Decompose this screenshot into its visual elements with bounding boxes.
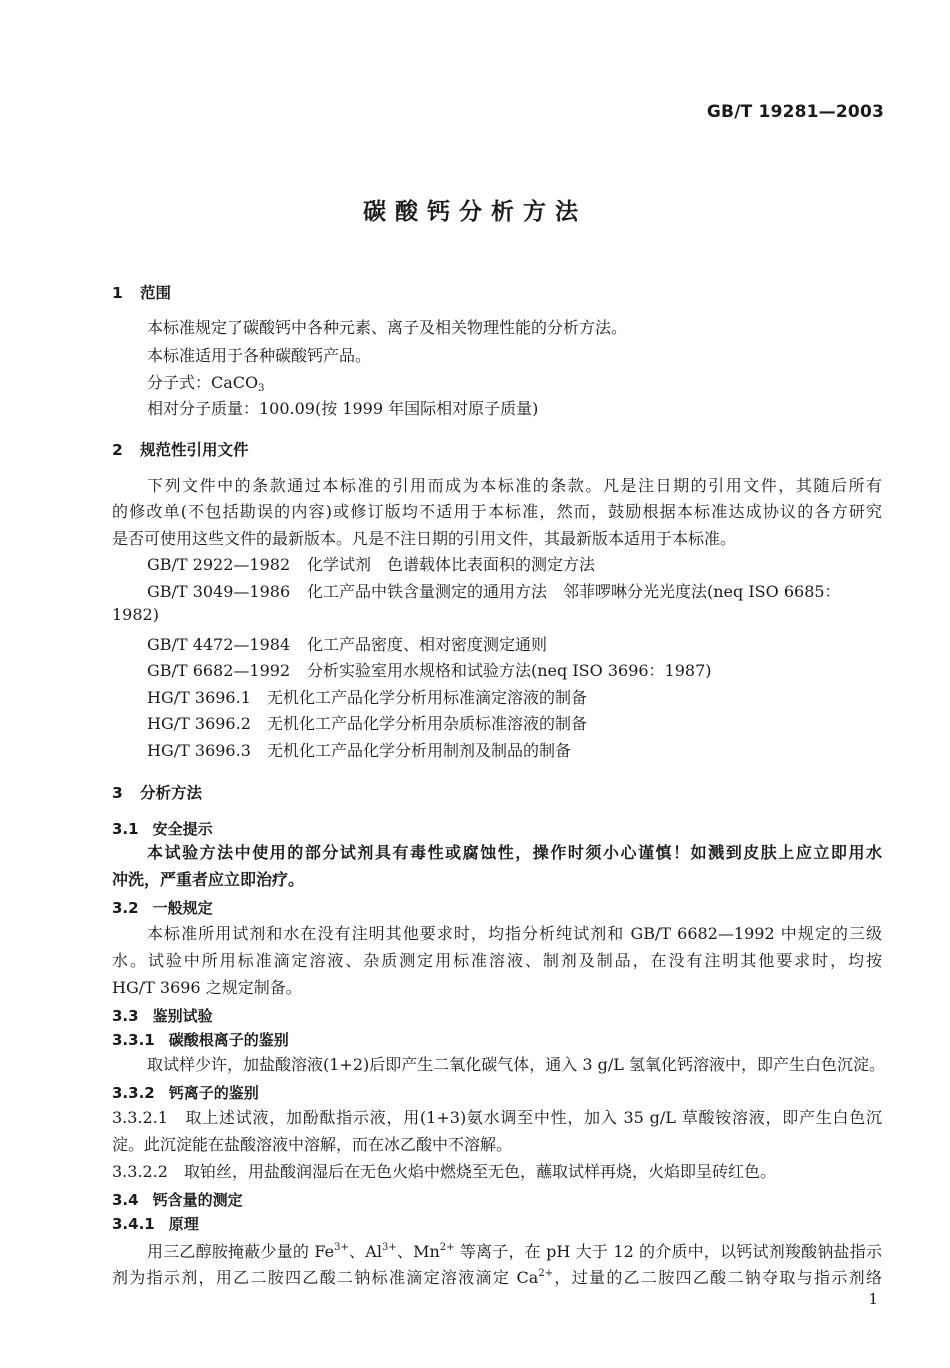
paragraph-line: 是否可使用这些文件的最新版本。凡是不注日期的引用文件，其最新版本适用于本标准。 bbox=[112, 529, 737, 548]
safety-warning-line: 本试验方法中使用的部分试剂具有毒性或腐蚀性，操作时须小心谨慎！如溅到皮肤上应立即用水 bbox=[147, 843, 882, 862]
section-3-heading bbox=[112, 781, 202, 803]
formula-subscript: 3 bbox=[258, 383, 265, 394]
reference-title: 分析实验室用水规格和试验方法(neq ISO 3696：1987) bbox=[307, 661, 712, 680]
subsection-heading: 3.4 钙含量的测定 bbox=[112, 1191, 243, 1209]
reference-title: 化工产品中铁含量测定的通用方法 邻菲啰啉分光光度法(neq ISO 6685： bbox=[307, 582, 841, 601]
section-2-heading bbox=[112, 438, 249, 460]
paragraph-line: 本标准所用试剂和水在没有注明其他要求时，均指分析纯试剂和 GB/T 6682—1992 中规定的三级 bbox=[147, 924, 882, 943]
section-1-heading bbox=[112, 281, 171, 303]
reference-title: 化工产品密度、相对密度测定通则 bbox=[307, 635, 548, 654]
reference-code: GB/T 3049—1986 bbox=[147, 582, 291, 601]
paragraph-line: 用三乙醇胺掩蔽少量的 $Fe^{3+}$、$Al^{3+}$、$Mn^{2+}$ 等离子，在 pH 大于 12 的介质中，以钙试剂羧酸钠盐指示 bbox=[147, 1242, 882, 1261]
paragraph-line: 本标准适用于各种碳酸钙产品。 bbox=[147, 346, 372, 365]
reference-item bbox=[147, 658, 712, 681]
reference-title: 无机化工产品化学分析用标准滴定溶液的制备 bbox=[267, 688, 588, 707]
reference-item bbox=[147, 685, 587, 708]
paragraph-line: 淀。此沉淀能在盐酸溶液中溶解，而在冰乙酸中不溶解。 bbox=[112, 1135, 513, 1154]
paragraph-line: 3.3.2.2 取铂丝，用盐酸润湿后在无色火焰中燃烧至无色，蘸取试样再烧，火焰即呈砖红色。 bbox=[112, 1162, 777, 1181]
section-number: 1 bbox=[112, 284, 123, 302]
reference-code: HG/T 3696.1 bbox=[147, 688, 251, 707]
section-title: 规范性引用文件 bbox=[140, 441, 249, 459]
reference-item bbox=[147, 632, 547, 655]
clause-number: 3.3.2.2 bbox=[112, 1162, 168, 1181]
formula-text: 分子式：CaCO bbox=[147, 373, 259, 392]
paragraph-line: 3.3.2.1 取上述试液，加酚酞指示液，用(1+3)氨水调至中性，加入 35 g/L 草酸铵溶液，即产生白色沉 bbox=[112, 1108, 882, 1127]
standard-number: GB/T 19281—2003 bbox=[706, 102, 884, 122]
subsection-heading: 3.3.2 钙离子的鉴别 bbox=[112, 1084, 259, 1102]
section-number: 3 bbox=[112, 784, 123, 802]
paragraph-line: 本标准规定了碳酸钙中各种元素、离子及相关物理性能的分析方法。 bbox=[147, 318, 628, 337]
paragraph-line: HG/T 3696 之规定制备。 bbox=[112, 978, 302, 997]
clause-number: 3.3.2.1 bbox=[112, 1108, 168, 1127]
molecular-mass: 相对分子质量：100.09(按 1999 年国际相对原子质量) bbox=[147, 399, 539, 418]
reference-item bbox=[147, 711, 587, 734]
reference-code: GB/T 6682—1992 bbox=[147, 661, 291, 680]
document-title: 碳酸钙分析方法 bbox=[363, 199, 587, 225]
subsection-heading: 3.1 安全提示 bbox=[112, 820, 213, 838]
safety-warning-line: 冲洗，严重者应立即治疗。 bbox=[112, 870, 305, 889]
reference-item bbox=[147, 738, 571, 761]
reference-item bbox=[147, 579, 841, 602]
reference-code: GB/T 2922—1982 bbox=[147, 555, 291, 574]
paragraph-line: 下列文件中的条款通过本标准的引用而成为本标准的条款。凡是注日期的引用文件，其随后所有 bbox=[147, 476, 882, 495]
molecular-formula bbox=[147, 370, 265, 394]
section-title: 分析方法 bbox=[140, 784, 203, 802]
reference-title: 化学试剂 色谱载体比表面积的测定方法 bbox=[307, 555, 596, 574]
reference-continuation: 1982) bbox=[112, 605, 159, 624]
reference-code: GB/T 4472—1984 bbox=[147, 635, 291, 654]
reference-code: HG/T 3696.2 bbox=[147, 714, 251, 733]
page-number: 1 bbox=[868, 1290, 878, 1308]
reference-title: 无机化工产品化学分析用制剂及制品的制备 bbox=[267, 741, 572, 760]
section-number: 2 bbox=[112, 441, 123, 459]
reference-code: HG/T 3696.3 bbox=[147, 741, 251, 760]
paragraph-line: 的修改单(不包括勘误的内容)或修订版均不适用于本标准，然而，鼓励根据本标准达成协议的各方研究 bbox=[112, 502, 882, 521]
subsection-heading: 3.2 一般规定 bbox=[112, 899, 213, 917]
subsection-heading: 3.4.1 原理 bbox=[112, 1215, 199, 1233]
paragraph-line: 剂为指示剂，用乙二胺四乙酸二钠标准滴定溶液滴定 $Ca^{2+}$，过量的乙二胺四乙酸二钠夺取与指示剂络 bbox=[112, 1268, 882, 1287]
paragraph-line: 水。试验中所用标准滴定溶液、杂质测定用标准溶液、制剂及制品，在没有注明其他要求时，均按 bbox=[112, 951, 882, 970]
section-title: 范围 bbox=[140, 284, 172, 302]
reference-item bbox=[147, 552, 595, 575]
reference-title: 无机化工产品化学分析用杂质标准溶液的制备 bbox=[267, 714, 588, 733]
paragraph-line: 取试样少许，加盐酸溶液(1+2)后即产生二氧化碳气体，通入 3 g/L 氢氧化钙溶液中，即产生白色沉淀。 bbox=[147, 1055, 885, 1074]
subsection-heading: 3.3 鉴别试验 bbox=[112, 1007, 213, 1025]
subsection-heading: 3.3.1 碳酸根离子的鉴别 bbox=[112, 1031, 289, 1049]
